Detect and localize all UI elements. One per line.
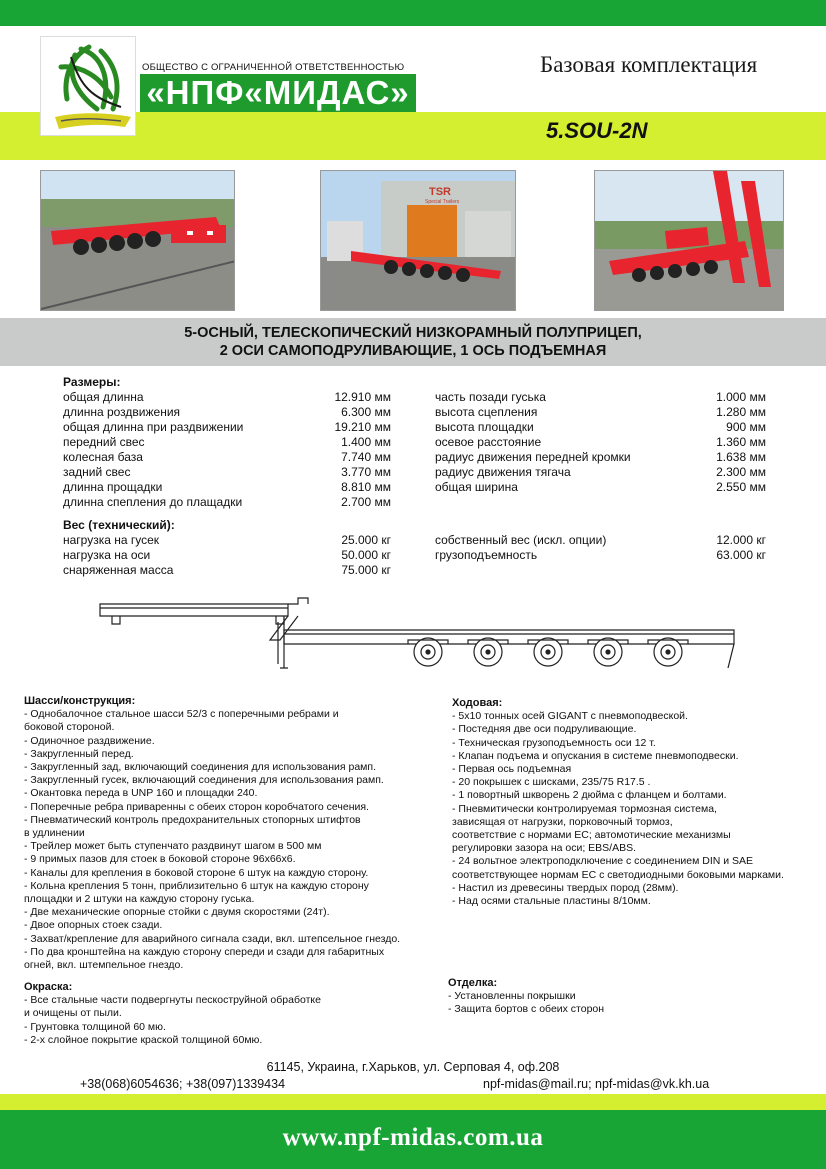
- running-line: соответствие с нормами ЕС; автомотические механизмы: [452, 829, 731, 842]
- spec-row: [435, 548, 766, 563]
- footer-emails[interactable]: npf-midas@mail.ru; npf-midas@vk.kh.ua: [483, 1077, 710, 1091]
- chassis-heading: Шасси/конструкция:: [24, 695, 136, 707]
- spec-row: [63, 435, 391, 450]
- spec-label: высота площадки: [435, 420, 534, 434]
- spec-label: снаряженная масса: [63, 563, 174, 577]
- finish-line: - Защита бортов с обеих сторон: [448, 1003, 605, 1016]
- spec-row: [63, 533, 391, 548]
- spec-row: [435, 420, 766, 435]
- dimensions-heading: Размеры:: [63, 375, 121, 389]
- chassis-section: [24, 695, 444, 972]
- trailer-photo-side: [40, 170, 235, 311]
- spec-label: нагрузка на гусек: [63, 533, 160, 547]
- finish-line: - Установленны покрышки: [448, 990, 576, 1003]
- spec-row: [63, 563, 391, 578]
- company-logo: [40, 36, 136, 136]
- paint-line: и очищены от пыли.: [24, 1007, 122, 1020]
- spec-row: [435, 450, 766, 465]
- header-green-band: [0, 0, 826, 26]
- spec-row: [435, 480, 766, 495]
- chassis-line: - Однобалочное стальное шасси 52/3 с поперечными ребрами и: [24, 708, 339, 721]
- running-line: - Настил из древесины твердых пород (28мм).: [452, 881, 679, 894]
- paint-heading: Окраска:: [24, 981, 73, 993]
- spec-value: 12.000 кг: [716, 533, 766, 547]
- spec-value: 1.400 мм: [341, 435, 391, 449]
- spec-value: 1.360 мм: [716, 435, 766, 449]
- spec-value: 63.000 кг: [716, 548, 766, 562]
- running-line: - 20 покрышек с шисками, 235/75 R17.5 .: [452, 776, 651, 789]
- website-link[interactable]: www.npf-midas.com.ua: [282, 1124, 544, 1151]
- footer-address: 61145, Украина, г.Харьков, ул. Серповая 4, оф.208: [266, 1060, 560, 1074]
- spec-label: грузоподъемность: [435, 548, 538, 562]
- spec-row: [435, 435, 766, 450]
- tsr-sign-sub: Special Trailers: [425, 199, 460, 205]
- spec-value: 900 мм: [726, 420, 766, 434]
- spec-row: [63, 548, 391, 563]
- spec-value: 19.210 мм: [334, 420, 391, 434]
- chassis-line: - Две механические опорные стойки с двумя скоростями (24т).: [24, 906, 330, 919]
- chassis-line: - 9 примых пазов для стоек в боковой стороне 96х66х6.: [24, 853, 296, 866]
- tsr-sign: TSR: [429, 186, 451, 198]
- spec-label: длинна прощадки: [63, 480, 163, 494]
- running-line: зависящая от нагрузки, порковочный тормоз,: [452, 815, 673, 828]
- spec-value: 3.770 мм: [341, 465, 391, 479]
- spec-label: часть позади гуська: [435, 390, 546, 404]
- spec-value: 2.700 мм: [341, 495, 391, 509]
- spec-label: собственный вес (искл. опции): [435, 533, 607, 547]
- running-line: - Постедняя две оси подруливающие.: [452, 723, 637, 736]
- chassis-line: площадки и 2 штуки на каждую сторону гуська.: [24, 893, 255, 906]
- spec-label: длинна роздвижения: [63, 405, 181, 419]
- paint-section: [24, 981, 444, 1047]
- running-gear-section: [452, 697, 812, 908]
- chassis-line: - Каналы для крепления в боковой стороне 6 штук на каждую сторону.: [24, 866, 369, 879]
- running-line: - 1 повортный шкворень 2 дюйма с фланцем и болтами.: [452, 789, 727, 802]
- spec-row: [63, 495, 391, 510]
- spec-label: общая длинна при раздвижении: [63, 420, 244, 434]
- running-line: - Техническая грузоподъемность оси 12 т.: [452, 736, 656, 749]
- spec-value: 8.810 мм: [341, 480, 391, 494]
- footer-phones: +38(068)6054636; +38(097)1339434: [80, 1077, 286, 1091]
- product-title-line2: 2 ОСИ САМОПОДРУЛИВАЮЩИЕ, 1 ОСЬ ПОДЪЕМНАЯ: [219, 343, 607, 359]
- chassis-line: - Захват/крепление для аварийного сигнала сзади, вкл. штепсельное гнездо.: [24, 932, 401, 945]
- spec-row: [63, 450, 391, 465]
- trailer-photo-factory: [320, 170, 516, 311]
- spec-row: [63, 390, 391, 405]
- chassis-line: - Пневматический контроль предохранительных стопорных штифтов: [24, 813, 361, 826]
- finish-section: [448, 977, 788, 1017]
- running-line: - Первая ось подъемная: [452, 763, 572, 776]
- company-legal-form: ОБЩЕСТВО С ОГРАНИЧЕННОЙ ОТВЕТСТВЕННОСТЬЮ: [142, 62, 405, 73]
- spec-label: общая ширина: [435, 480, 518, 494]
- spec-row: [435, 390, 766, 405]
- spec-row: [63, 420, 391, 435]
- chassis-line: в удлинении: [24, 827, 85, 840]
- running-line: - 5х10 тонных осей GIGANT с пневмоподвеской.: [452, 710, 688, 723]
- spec-row: [63, 480, 391, 495]
- spec-value: 2.550 мм: [716, 480, 766, 494]
- chassis-line: - Поперечные ребра приваренны с обеих сторон коробчатого сечения.: [24, 800, 369, 813]
- running-line: - 24 вольтное электроподключение с соединением DIN и SAE: [452, 855, 754, 868]
- chassis-line: - Трейлер может быть ступенчато раздвинут шагом в 500 мм: [24, 840, 322, 853]
- running-line: соответствующее нормам ЕС с светодиодными боковыми марками.: [452, 868, 784, 881]
- spec-row: [63, 465, 391, 480]
- weights-heading: Вес (технический):: [63, 518, 175, 532]
- chassis-line: - Окантовка переда в UNP 160 и площадки 240.: [24, 787, 258, 800]
- product-title-band: [0, 318, 826, 366]
- spec-row: [63, 405, 391, 420]
- spec-row: [435, 405, 766, 420]
- finish-heading: Отделка:: [448, 977, 498, 989]
- spec-value: 1.000 мм: [716, 390, 766, 404]
- chassis-line: - Одиночное раздвижение.: [24, 734, 155, 747]
- spec-value: 75.000 кг: [341, 563, 391, 577]
- spec-label: задний свес: [63, 465, 131, 479]
- chassis-line: огней, вкл. штемпельное гнездо.: [24, 959, 184, 972]
- spec-value: 6.300 мм: [341, 405, 391, 419]
- spec-row: [435, 533, 766, 548]
- trailer-photo-ramps: [594, 170, 784, 311]
- spec-label: передний свес: [63, 435, 145, 449]
- product-title-line1: 5-ОСНЫЙ, ТЕЛЕСКОПИЧЕСКИЙ НИЗКОРАМНЫЙ ПОЛУПРИЦЕП,: [184, 325, 642, 341]
- spec-value: 1.280 мм: [716, 405, 766, 419]
- paint-line: - Все стальные части подвергнуты пескоструйной обработке: [24, 994, 321, 1007]
- spec-label: длинна спепления до плащадки: [63, 495, 243, 509]
- chassis-line: - Закругленный гусек, включающий соединения для использования рамп.: [24, 774, 384, 787]
- chassis-line: - Двое опорных стоек сзади.: [24, 919, 163, 932]
- running-heading: Ходовая:: [452, 697, 503, 709]
- weights-left-table: [63, 533, 391, 578]
- running-line: - Клапан подъема и опускания в системе пневмоподвески.: [452, 749, 739, 762]
- document-title: Базовая комплектация: [540, 52, 758, 77]
- spec-value: 25.000 кг: [341, 533, 391, 547]
- spec-value: 50.000 кг: [341, 548, 391, 562]
- chassis-line: - Закругленный перед.: [24, 747, 134, 760]
- paint-line: - Грунтовка толщиной 60 мю.: [24, 1020, 166, 1033]
- chassis-line: - По два кронштейна на каждую сторону спереди и сзади для габаритных: [24, 945, 385, 958]
- model-name: 5.SOU-2N: [546, 118, 648, 143]
- spec-label: осевое расстояние: [435, 435, 542, 449]
- spec-value: 2.300 мм: [716, 465, 766, 479]
- spec-label: радиус движения тягача: [435, 465, 571, 479]
- running-line: - Над осями стальные пластины 8/10мм.: [452, 895, 651, 908]
- chassis-line: - Закругленный зад, включающий соединения для использования рамп.: [24, 761, 376, 774]
- spec-value: 7.740 мм: [341, 450, 391, 464]
- paint-line: - 2-х слойное покрытие краской толщиной 60мю.: [24, 1033, 263, 1046]
- chassis-line: боковой стороной.: [24, 721, 115, 734]
- trailer-side-drawing: [98, 594, 738, 676]
- chassis-line: - Кольна крепления 5 тонн, приблизительно 6 штук на каждую сторону: [24, 879, 369, 892]
- running-line: регулировки зазора на оси; EBS/ABS.: [452, 842, 637, 855]
- dimensions-right-table: [435, 390, 766, 495]
- spec-label: общая длинна: [63, 390, 144, 404]
- spec-label: высота сцепления: [435, 405, 538, 419]
- spec-label: колесная база: [63, 450, 143, 464]
- weights-right-table: [435, 533, 766, 563]
- company-brand-name: «НПФ«МИДАС»: [140, 74, 416, 112]
- spec-value: 1.638 мм: [716, 450, 766, 464]
- spec-label: радиус движения передней кромки: [435, 450, 631, 464]
- footer-lime-band: [0, 1094, 826, 1110]
- spec-value: 12.910 мм: [334, 390, 391, 404]
- dimensions-left-table: [63, 390, 391, 510]
- spec-label: нагрузка на оси: [63, 548, 151, 562]
- spec-row: [435, 465, 766, 480]
- running-line: - Пневмитически контролируемая тормозная система,: [452, 802, 717, 815]
